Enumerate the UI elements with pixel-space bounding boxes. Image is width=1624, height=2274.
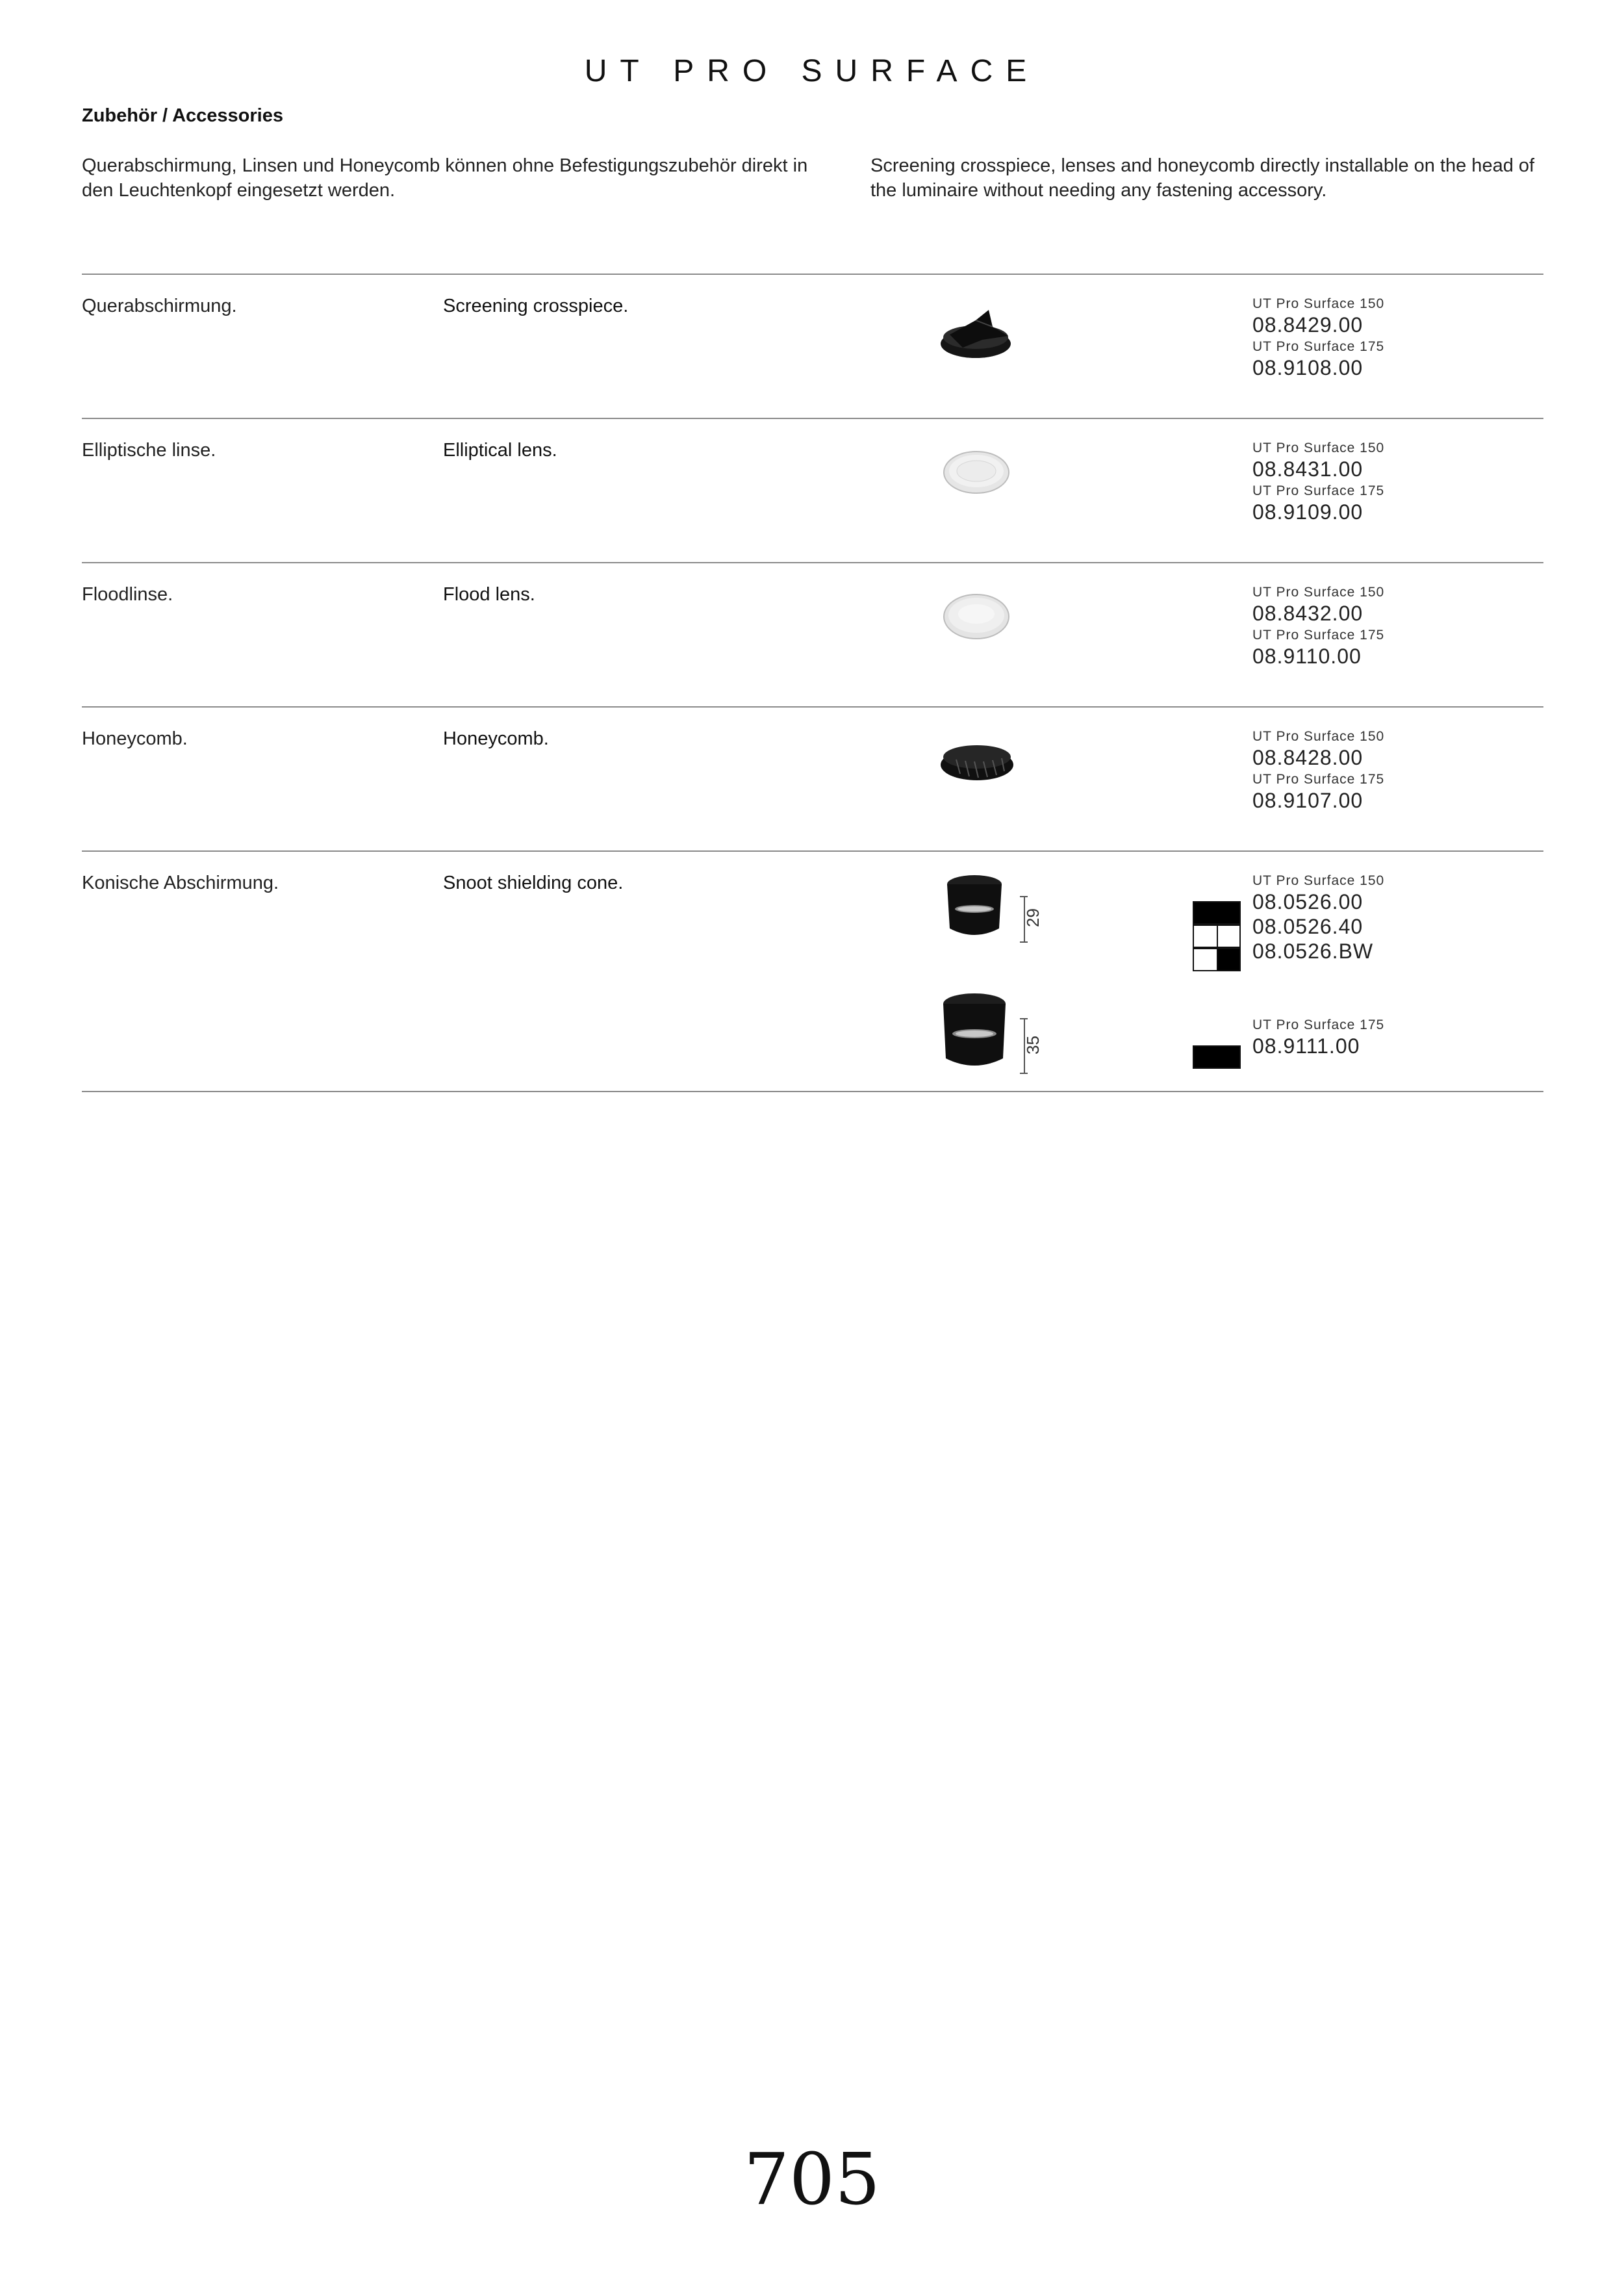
model-name: UT Pro Surface 150 [1252,873,1385,888]
label-german: Elliptische linse. [82,440,216,461]
accessory-row-snoot-cone [82,850,1543,1091]
elliptical-lens-image [941,445,1012,497]
dimension-label: 35 [1022,1036,1043,1054]
article-codes [1252,1017,1384,1060]
snoot-cone-image [942,873,1007,944]
model-name: UT Pro Surface 175 [1252,483,1385,498]
model-name: UT Pro Surface 175 [1252,772,1385,787]
intro-text-english: Screening crosspiece, lenses and honeycomb directly installable on the head of the luminaire without needing any fastening accessory. [870,155,1535,201]
finish-swatch-black [1193,1045,1241,1069]
accessory-row-flood-lens [82,562,1543,706]
model-name: UT Pro Surface 150 [1252,729,1385,744]
page-title: UT PRO SURFACE [584,54,1040,88]
label-english: Flood lens. [443,584,535,605]
article-code: 08.0526.00 [1252,890,1364,913]
accessory-row-honeycomb [82,706,1543,850]
label-english: Snoot shielding cone. [443,873,624,893]
article-code: 08.9110.00 [1252,645,1362,668]
snoot-cone-image [938,991,1011,1075]
article-code: 08.8432.00 [1252,602,1364,625]
finish-swatch-black [1193,901,1241,925]
article-code: 08.8429.00 [1252,313,1364,337]
article-code: 08.9109.00 [1252,500,1364,524]
dimension-tick [1020,896,1028,897]
label-english: Honeycomb. [443,728,549,749]
section-heading: Zubehör / Accessories [82,105,283,126]
model-name: UT Pro Surface 150 [1252,585,1385,600]
article-codes [1252,296,1384,381]
finish-swatch-white [1193,925,1241,948]
model-name: UT Pro Surface 175 [1252,339,1385,354]
article-codes [1252,873,1384,965]
article-code: 08.0526.40 [1252,915,1364,938]
honeycomb-image [937,734,1021,786]
intro-text-german: Querabschirmung, Linsen und Honeycomb können ohne Befestigungszubehör direkt in den Leuchtenkopf eingesetzt werden. [82,155,808,201]
label-german: Konische Abschirmung. [82,873,279,893]
article-codes [1252,440,1384,526]
model-name: UT Pro Surface 150 [1252,296,1385,311]
label-german: Querabschirmung. [82,296,237,316]
article-code: 08.9111.00 [1252,1034,1360,1058]
label-english: Screening crosspiece. [443,296,629,316]
dimension-tick [1020,1073,1028,1074]
model-name: UT Pro Surface 175 [1252,1017,1385,1032]
divider [82,1091,1543,1092]
dimension-label: 29 [1022,908,1043,927]
article-code: 08.9108.00 [1252,356,1364,379]
article-code: 08.0526.BW [1252,939,1374,963]
article-codes [1252,584,1384,670]
screening-crosspiece-image [937,307,1021,366]
accessory-row-elliptical-lens [82,418,1543,562]
article-codes [1252,728,1384,814]
model-name: UT Pro Surface 175 [1252,628,1385,643]
article-code: 08.8428.00 [1252,746,1364,769]
dimension-tick [1020,1018,1028,1019]
label-german: Floodlinse. [82,584,173,605]
flood-lens-image [941,589,1012,641]
accessory-row-screening-crosspiece [82,274,1543,418]
label-english: Elliptical lens. [443,440,557,461]
dimension-tick [1020,941,1028,943]
label-german: Honeycomb. [82,728,188,749]
page-number: 705 [744,2138,880,2221]
article-code: 08.9107.00 [1252,789,1364,812]
model-name: UT Pro Surface 150 [1252,441,1385,455]
finish-swatch-white-black [1193,948,1241,971]
article-code: 08.8431.00 [1252,457,1364,481]
